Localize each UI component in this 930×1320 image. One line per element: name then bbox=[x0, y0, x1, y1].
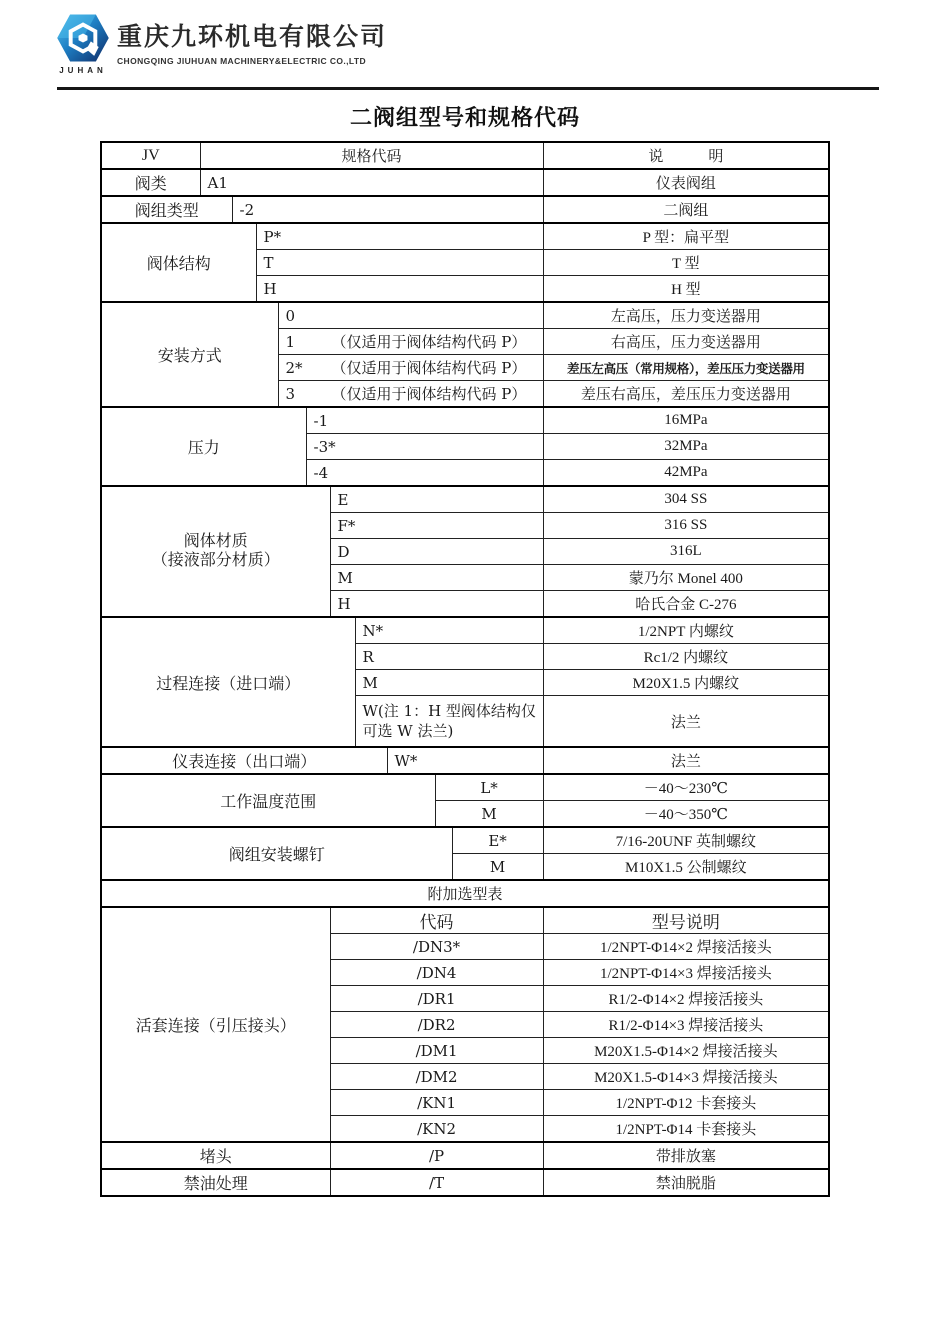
cell-desc: 316 SS bbox=[543, 513, 829, 539]
cell-desc: M20X1.5-Φ14×2 焊接活接头 bbox=[543, 1038, 829, 1064]
code-note: （仅适用于阀体结构代码 P） bbox=[331, 385, 527, 403]
cell-desc-header: 说 明 bbox=[543, 142, 829, 169]
cell-addon-banner: 附加选型表 bbox=[101, 880, 829, 907]
cell-code bbox=[278, 355, 543, 381]
cell-desc: M10X1.5 公制螺纹 bbox=[543, 854, 829, 881]
cell-label: 阀组安装螺钉 bbox=[101, 827, 452, 880]
cell-desc: 16MPa bbox=[543, 407, 829, 434]
cell-desc: 哈氏合金 C-276 bbox=[543, 591, 829, 618]
cell-label: 阀组类型 bbox=[101, 196, 232, 223]
cell-code: F* bbox=[330, 513, 543, 539]
cell-desc: 1/2NPT 内螺纹 bbox=[543, 617, 829, 644]
cell-label: 仪表连接（出口端） bbox=[101, 747, 387, 774]
cell-label: 过程连接（进口端） bbox=[101, 617, 355, 747]
cell-code: /DR2 bbox=[330, 1012, 543, 1038]
cell-desc: M20X1.5-Φ14×3 焊接活接头 bbox=[543, 1064, 829, 1090]
cell-code: H bbox=[256, 276, 543, 303]
cell-code: /KN2 bbox=[330, 1116, 543, 1143]
code-value: 3 bbox=[285, 385, 296, 403]
cell-code: /DM2 bbox=[330, 1064, 543, 1090]
table-row bbox=[101, 617, 829, 644]
cell-desc: 304 SS bbox=[543, 486, 829, 513]
cell-label: 堵头 bbox=[101, 1142, 330, 1169]
cell-code: D bbox=[330, 539, 543, 565]
company-name-en: CHONGQING JIUHUAN MACHINERY&ELECTRIC CO.,LTD bbox=[117, 55, 366, 66]
cell-code: M bbox=[330, 565, 543, 591]
cell-desc: 7/16-20UNF 英制螺纹 bbox=[543, 827, 829, 854]
cell-model-prefix: JV bbox=[101, 142, 200, 169]
cell-desc: 1/2NPT-Φ14×2 焊接活接头 bbox=[543, 934, 829, 960]
cell-code: /KN1 bbox=[330, 1090, 543, 1116]
cell-code: /DR1 bbox=[330, 986, 543, 1012]
cell-desc: P 型：扁平型 bbox=[543, 223, 829, 250]
cell-code: M bbox=[435, 801, 543, 828]
table-row bbox=[101, 774, 829, 801]
cell-desc: 左高压，压力变送器用 bbox=[543, 302, 829, 329]
code-note: （仅适用于阀体结构代码 P） bbox=[331, 359, 527, 377]
cell-code: W* bbox=[387, 747, 543, 774]
cell-code: E bbox=[330, 486, 543, 513]
cell-desc: 32MPa bbox=[543, 434, 829, 460]
cell-desc: 法兰 bbox=[543, 696, 829, 748]
company-logo bbox=[52, 12, 114, 75]
cell-code: P* bbox=[256, 223, 543, 250]
cell-code: N* bbox=[355, 617, 543, 644]
cell-label: 压力 bbox=[101, 407, 306, 486]
cell-label: 安装方式 bbox=[101, 302, 278, 407]
table-row bbox=[101, 486, 829, 513]
code-value: 2* bbox=[285, 359, 303, 377]
cell-code bbox=[278, 329, 543, 355]
cell-code: A1 bbox=[200, 169, 543, 196]
logo-brand-text: JUHAN bbox=[59, 66, 107, 75]
cell-addon-desc-header: 型号说明 bbox=[543, 907, 829, 934]
cell-code: /DM1 bbox=[330, 1038, 543, 1064]
cell-desc: 仪表阀组 bbox=[543, 169, 829, 196]
cell-desc: T 型 bbox=[543, 250, 829, 276]
cell-code: -1 bbox=[306, 407, 543, 434]
table-row-head bbox=[101, 142, 829, 169]
cell-code: /DN4 bbox=[330, 960, 543, 986]
cell-desc: 带排放塞 bbox=[543, 1142, 829, 1169]
table-row bbox=[101, 407, 829, 434]
table-row-banner bbox=[101, 880, 829, 907]
table-row bbox=[101, 907, 829, 934]
cell-code: T bbox=[256, 250, 543, 276]
cell-code: /T bbox=[330, 1169, 543, 1196]
cell-label: 阀类 bbox=[101, 169, 200, 196]
cell-code: M bbox=[452, 854, 543, 881]
table-row bbox=[101, 827, 829, 854]
cell-desc: M20X1.5 内螺纹 bbox=[543, 670, 829, 696]
cell-code: H bbox=[330, 591, 543, 618]
label-line1: 阀体材质 bbox=[183, 533, 248, 551]
cell-code: M bbox=[355, 670, 543, 696]
cell-spec-header: 规格代码 bbox=[200, 142, 543, 169]
cell-label: 禁油处理 bbox=[101, 1169, 330, 1196]
cell-code: -2 bbox=[232, 196, 543, 223]
cell-desc: R1/2-Φ14×2 焊接活接头 bbox=[543, 986, 829, 1012]
page-title: 二阀组型号和规格代码 bbox=[349, 105, 580, 130]
table-row bbox=[101, 747, 829, 774]
header-divider bbox=[57, 87, 879, 90]
company-name-cn: 重庆九环机电有限公司 bbox=[117, 24, 388, 51]
cell-code: -4 bbox=[306, 460, 543, 487]
cell-desc: 316L bbox=[543, 539, 829, 565]
cell-desc: H 型 bbox=[543, 276, 829, 303]
cell-code: /P bbox=[330, 1142, 543, 1169]
spec-code-table bbox=[100, 141, 830, 1197]
cell-code: /DN3* bbox=[330, 934, 543, 960]
cell-code: L* bbox=[435, 774, 543, 801]
cell-code: 0 bbox=[278, 302, 543, 329]
table-row bbox=[101, 302, 829, 329]
cell-desc: －40～350℃ bbox=[543, 801, 829, 828]
page-header bbox=[0, 0, 930, 90]
juhan-hexagon-logo-icon bbox=[55, 12, 111, 64]
cell-addon-code-header: 代码 bbox=[330, 907, 543, 934]
cell-label: 阀体结构 bbox=[101, 223, 256, 302]
cell-desc: 法兰 bbox=[543, 747, 829, 774]
cell-desc: 1/2NPT-Φ14×3 焊接活接头 bbox=[543, 960, 829, 986]
cell-desc: 二阀组 bbox=[543, 196, 829, 223]
cell-desc: 1/2NPT-Φ14 卡套接头 bbox=[543, 1116, 829, 1143]
cell-desc: 右高压，压力变送器用 bbox=[543, 329, 829, 355]
table-row bbox=[101, 1142, 829, 1169]
table-row bbox=[101, 1169, 829, 1196]
cell-code bbox=[278, 381, 543, 408]
code-value: 1 bbox=[285, 333, 296, 351]
cell-desc: －40～230℃ bbox=[543, 774, 829, 801]
label-line2: （接液部分材质） bbox=[151, 551, 280, 569]
cell-desc: 42MPa bbox=[543, 460, 829, 487]
cell-desc: 差压右高压，差压压力变送器用 bbox=[543, 381, 829, 408]
cell-desc: R1/2-Φ14×3 焊接活接头 bbox=[543, 1012, 829, 1038]
cell-code: R bbox=[355, 644, 543, 670]
cell-desc: 禁油脱脂 bbox=[543, 1169, 829, 1196]
cell-label: 工作温度范围 bbox=[101, 774, 435, 827]
table-row bbox=[101, 169, 829, 196]
cell-desc: Rc1/2 内螺纹 bbox=[543, 644, 829, 670]
cell-code: -3* bbox=[306, 434, 543, 460]
cell-desc: 1/2NPT-Φ12 卡套接头 bbox=[543, 1090, 829, 1116]
cell-label bbox=[101, 486, 330, 617]
cell-code: W(注 1：H 型阀体结构仅可选 W 法兰) bbox=[355, 696, 543, 748]
table-row bbox=[101, 196, 829, 223]
cell-desc: 蒙乃尔 Monel 400 bbox=[543, 565, 829, 591]
code-note: （仅适用于阀体结构代码 P） bbox=[331, 333, 527, 351]
cell-desc: 差压左高压（常用规格），差压压力变送器用 bbox=[543, 355, 829, 381]
company-name-block bbox=[117, 24, 387, 66]
cell-code: E* bbox=[452, 827, 543, 854]
table-row bbox=[101, 223, 829, 250]
cell-label: 活套连接（引压接头） bbox=[101, 907, 330, 1142]
